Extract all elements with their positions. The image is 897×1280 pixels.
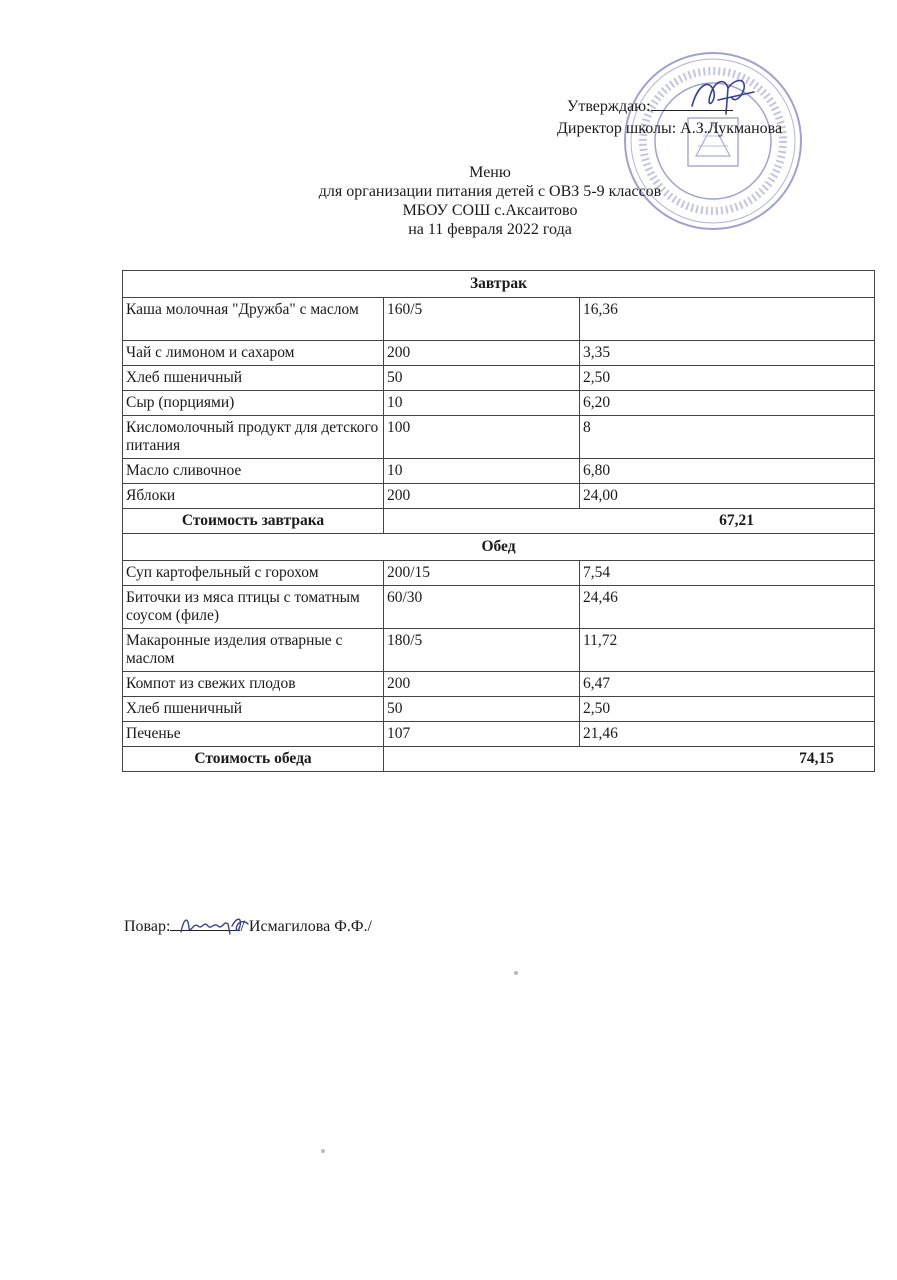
dish-price: 16,36	[580, 298, 875, 341]
breakfast-total-row	[123, 509, 875, 534]
dish-portion: 50	[384, 697, 580, 722]
menu-table	[122, 270, 875, 772]
table-row	[123, 672, 875, 697]
lunch-heading: Обед	[123, 534, 875, 561]
dish-name: Хлеб пшеничный	[123, 697, 384, 722]
dish-price: 2,50	[580, 366, 875, 391]
dish-price: 21,46	[580, 722, 875, 747]
dish-price: 24,46	[580, 586, 875, 629]
dish-name: Хлеб пшеничный	[123, 366, 384, 391]
table-row	[123, 366, 875, 391]
document-title	[270, 163, 710, 239]
title-school: МБОУ СОШ с.Аксаитово	[402, 202, 578, 219]
dish-name: Макаронные изделия отварные с маслом	[123, 629, 384, 672]
table-row	[123, 629, 875, 672]
table-row	[123, 391, 875, 416]
dish-name: Яблоки	[123, 484, 384, 509]
dish-name: Чай с лимоном и сахаром	[123, 341, 384, 366]
dish-price: 24,00	[580, 484, 875, 509]
dish-price: 3,35	[580, 341, 875, 366]
breakfast-header-row	[123, 271, 875, 298]
dish-name: Печенье	[123, 722, 384, 747]
breakfast-heading: Завтрак	[123, 271, 875, 298]
dish-name: Каша молочная "Дружба" с маслом	[123, 298, 384, 341]
dish-price: 7,54	[580, 561, 875, 586]
speck	[514, 971, 518, 975]
cook-name: / Исмагилова Ф.Ф./	[240, 918, 372, 935]
table-row	[123, 459, 875, 484]
breakfast-total-label: Стоимость завтрака	[123, 509, 384, 534]
lunch-header-row	[123, 534, 875, 561]
approval-block	[557, 96, 782, 140]
dish-name: Масло сливочное	[123, 459, 384, 484]
lunch-total-value: 74,15	[384, 747, 875, 772]
dish-name: Кисломолочный продукт для детского питания	[123, 416, 384, 459]
dish-portion: 160/5	[384, 298, 580, 341]
dish-price: 8	[580, 416, 875, 459]
dish-portion: 10	[384, 391, 580, 416]
dish-portion: 10	[384, 459, 580, 484]
table-row	[123, 341, 875, 366]
director-line: Директор школы: А.З.Лукманова	[557, 120, 783, 137]
table-row	[123, 561, 875, 586]
dish-portion: 107	[384, 722, 580, 747]
dish-portion: 200	[384, 341, 580, 366]
table-row	[123, 722, 875, 747]
dish-portion: 50	[384, 366, 580, 391]
title-date: на 11 февраля 2022 года	[408, 221, 572, 238]
lunch-total-label: Стоимость обеда	[123, 747, 384, 772]
dish-price: 6,20	[580, 391, 875, 416]
title-menu: Меню	[469, 164, 511, 181]
dish-name: Суп картофельный с горохом	[123, 561, 384, 586]
dish-price: 6,47	[580, 672, 875, 697]
dish-name: Сыр (порциями)	[123, 391, 384, 416]
dish-price: 11,72	[580, 629, 875, 672]
dish-portion: 200/15	[384, 561, 580, 586]
dish-name: Биточки из мяса птицы с томатным соусом (филе)	[123, 586, 384, 629]
lunch-total-row	[123, 747, 875, 772]
title-purpose: для организации питания детей с ОВЗ 5-9 классов	[318, 183, 662, 200]
signature-line	[651, 96, 733, 111]
cook-signature	[178, 912, 250, 938]
table-row	[123, 586, 875, 629]
breakfast-total-value: 67,21	[384, 509, 875, 534]
dish-portion: 200	[384, 672, 580, 697]
table-row	[123, 416, 875, 459]
cook-label: Повар:	[124, 918, 171, 935]
dish-name: Компот из свежих плодов	[123, 672, 384, 697]
speck	[321, 1149, 325, 1153]
approve-label: Утверждаю:	[567, 98, 651, 115]
dish-portion: 100	[384, 416, 580, 459]
dish-price: 2,50	[580, 697, 875, 722]
dish-portion: 60/30	[384, 586, 580, 629]
table-row	[123, 484, 875, 509]
dish-portion: 200	[384, 484, 580, 509]
dish-price: 6,80	[580, 459, 875, 484]
table-row	[123, 298, 875, 341]
table-row	[123, 697, 875, 722]
dish-portion: 180/5	[384, 629, 580, 672]
